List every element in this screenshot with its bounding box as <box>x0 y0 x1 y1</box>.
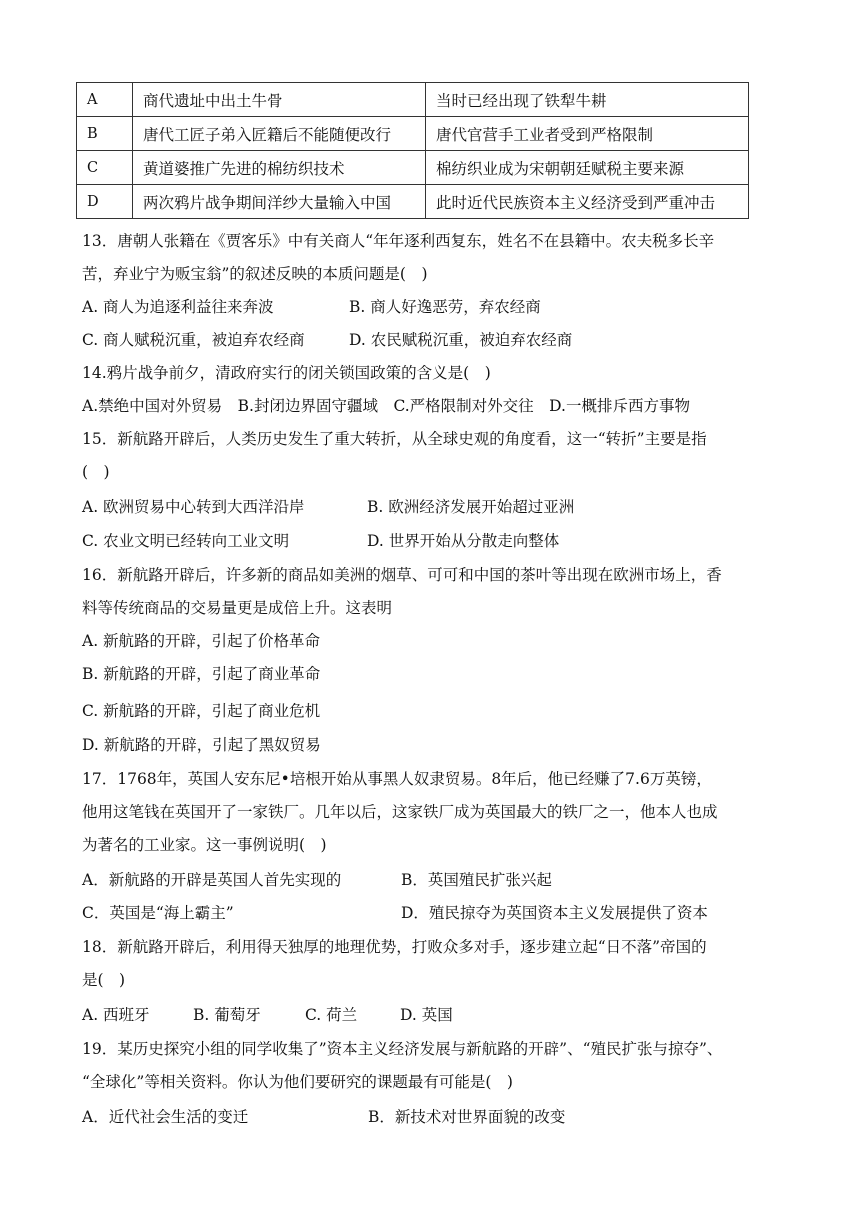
q16-stem-line2: 料等传统商品的交易量更是成倍上升。这表明 <box>82 599 393 617</box>
table-row <box>77 117 749 151</box>
q17-stem-line3: 为著名的工业家。这一事例说明( ) <box>82 836 327 854</box>
q17-stem-line2: 他用这笔钱在英国开了一家铁厂。几年以后，这家铁厂成为英国最大的铁厂之一，他本人也成 <box>82 803 718 821</box>
q17-option-a: A．新航路的开辟是英国人首先实现的 <box>82 871 342 889</box>
q19-option-b: B．新技术对世界面貌的改变 <box>368 1108 566 1126</box>
row-fact: 两次鸦片战争期间洋纱大量输入中国 <box>133 185 426 219</box>
q18-option-b: B. 葡萄牙 <box>193 1006 261 1024</box>
q13-stem-line2: 苦，弃业宁为贩宝翁”的叙述反映的本质问题是( ) <box>82 265 428 283</box>
q17-option-b: B．英国殖民扩张兴起 <box>401 871 552 889</box>
row-conclusion: 唐代官营手工业者受到严格限制 <box>426 117 749 151</box>
q13-option-b: B. 商人好逸恶劳，弃农经商 <box>349 298 541 316</box>
row-conclusion: 当时已经出现了铁犁牛耕 <box>426 83 749 117</box>
table-row <box>77 151 749 185</box>
row-conclusion: 棉纺织业成为宋朝朝廷赋税主要来源 <box>426 151 749 185</box>
q17-option-c: C．英国是“海上霸主” <box>82 904 234 922</box>
q16-option-c: C. 新航路的开辟，引起了商业危机 <box>82 702 321 720</box>
options-table <box>76 82 749 219</box>
q16-option-d: D. 新航路的开辟，引起了黑奴贸易 <box>82 736 321 754</box>
table-row <box>77 185 749 219</box>
q18-option-a: A. 西班牙 <box>82 1006 150 1024</box>
row-conclusion: 此时近代民族资本主义经济受到严重冲击 <box>426 185 749 219</box>
table-row <box>77 83 749 117</box>
q15-option-c: C. 农业文明已经转向工业文明 <box>82 532 290 550</box>
q13-option-d: D. 农民赋税沉重，被迫弃农经商 <box>349 331 573 349</box>
q16-option-a: A. 新航路的开辟，引起了价格革命 <box>82 632 321 650</box>
row-letter: C <box>77 151 133 185</box>
q13-option-a: A. 商人为追逐利益往来奔波 <box>82 298 274 316</box>
q15-option-b: B. 欧洲经济发展开始超过亚洲 <box>367 498 575 516</box>
q17-stem-line1: 17．1768年，英国人安东尼•培根开始从事黑人奴隶贸易。8年后，他已经赚了7.6万英镑， <box>82 770 712 788</box>
q15-option-a: A. 欧洲贸易中心转到大西洋沿岸 <box>82 498 305 516</box>
row-letter: B <box>77 117 133 151</box>
q15-option-d: D. 世界开始从分散走向整体 <box>367 532 560 550</box>
q18-option-c: C. 荷兰 <box>305 1006 358 1024</box>
q14-stem: 14.鸦片战争前夕，清政府实行的闭关锁国政策的含义是( ) <box>82 364 491 382</box>
q16-stem-line1: 16．新航路开辟后，许多新的商品如美洲的烟草、可可和中国的茶叶等出现在欧洲市场上，香 <box>82 566 722 584</box>
row-fact: 商代遗址中出土牛骨 <box>133 83 426 117</box>
row-letter: A <box>77 83 133 117</box>
q19-stem-line2: “全球化”等相关资料。你认为他们要研究的课题最有可能是( ) <box>82 1073 513 1091</box>
row-fact: 黄道婆推广先进的棉纺织技术 <box>133 151 426 185</box>
row-fact: 唐代工匠子弟入匠籍后不能随便改行 <box>133 117 426 151</box>
q16-option-b: B. 新航路的开辟，引起了商业革命 <box>82 665 321 683</box>
row-letter: D <box>77 185 133 219</box>
q13-option-c: C. 商人赋税沉重，被迫弃农经商 <box>82 331 305 349</box>
q15-stem-line2: ( ) <box>82 463 110 481</box>
q17-option-d: D．殖民掠夺为英国资本主义发展提供了资本 <box>401 904 708 922</box>
q14-options: A.禁绝中国对外贸易 B.封闭边界固守疆域 C.严格限制对外交往 D.一概排斥西方事物 <box>82 397 690 415</box>
q19-option-a: A．近代社会生活的变迁 <box>82 1108 249 1126</box>
q18-stem-line1: 18．新航路开辟后，利用得天独厚的地理优势，打败众多对手，逐步建立起“日不落”帝国的 <box>82 938 707 956</box>
q18-stem-line2: 是( ) <box>82 971 126 989</box>
q18-option-d: D. 英国 <box>400 1006 453 1024</box>
q19-stem-line1: 19．某历史探究小组的同学收集了”资本主义经济发展与新航路的开辟”、“殖民扩张与掠夺”、 <box>82 1040 723 1058</box>
q15-stem-line1: 15．新航路开辟后，人类历史发生了重大转折，从全球史观的角度看，这一“转折”主要是指 <box>82 430 707 448</box>
q13-stem-line1: 13．唐朝人张籍在《贾客乐》中有关商人“年年逐利西复东，姓名不在县籍中。农夫税多长辛 <box>82 232 715 250</box>
